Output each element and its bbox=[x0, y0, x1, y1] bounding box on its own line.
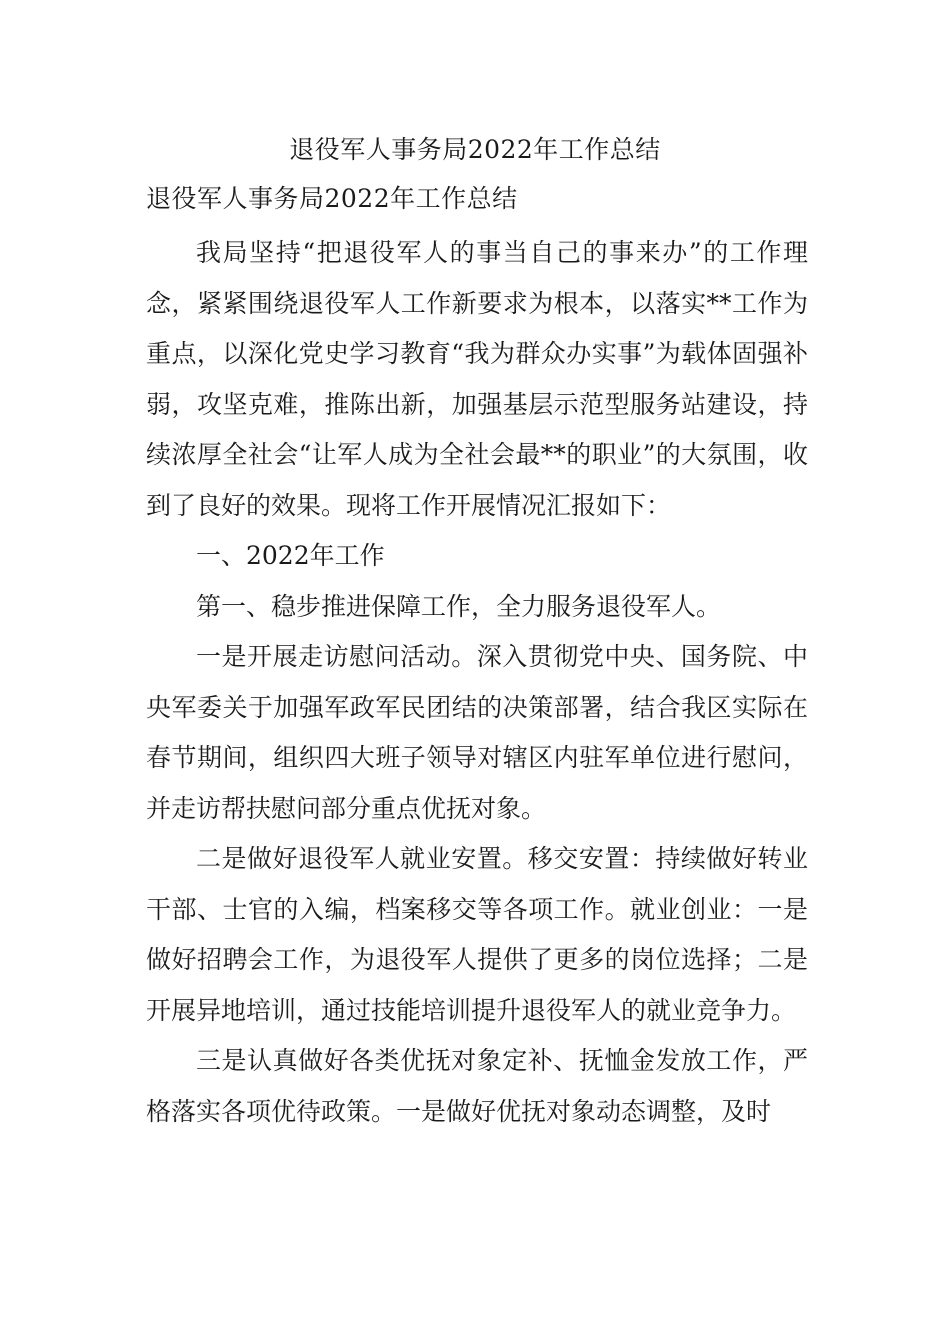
paragraph-employment: 二是做好退役军人就业安置。移交安置：持续做好转业干部、士官的入编，档案移交等各项工作。就业创业：一是做好招聘会工作，为退役军人提供了更多的岗位选择；二是开展异地培训，通过技能培训提升退役军人的就业竞争力。 bbox=[146, 844, 808, 1025]
paragraph-subsidies: 三是认真做好各类优抚对象定补、抚恤金发放工作，严格落实各项优待政策。一是做好优抚对象动态调整，及时 bbox=[146, 1046, 808, 1126]
document-subtitle: 退役军人事务局2022年工作总结 bbox=[146, 184, 518, 213]
subsection-heading: 第一、稳步推进保障工作，全力服务退役军人。 bbox=[196, 591, 722, 621]
document-title: 退役军人事务局2022年工作总结 bbox=[289, 135, 661, 164]
paragraph-intro: 我局坚持“把退役军人的事当自己的事来办”的工作理念，紧紧围绕退役军人工作新要求为根本，以落实**工作为重点，以深化党史学习教育“我为群众办实事”为载体固强补弱，攻坚克难，推陈出新，加强基层示范型服务站建设，持续浓厚全社会“让军人成为全社会最**的职业”的大氛围，收到了良好的效果。现将工作开展情况汇报如下： bbox=[146, 238, 808, 520]
document-body bbox=[146, 228, 808, 1137]
section-heading: 一、2022年工作 bbox=[196, 541, 385, 570]
paragraph-visits: 一是开展走访慰问活动。深入贯彻党中央、国务院、中央军委关于加强军政军民团结的决策部署，结合我区实际在春节期间，组织四大班子领导对辖区内驻军单位进行慰问，并走访帮扶慰问部分重点优抚对象。 bbox=[146, 642, 808, 823]
